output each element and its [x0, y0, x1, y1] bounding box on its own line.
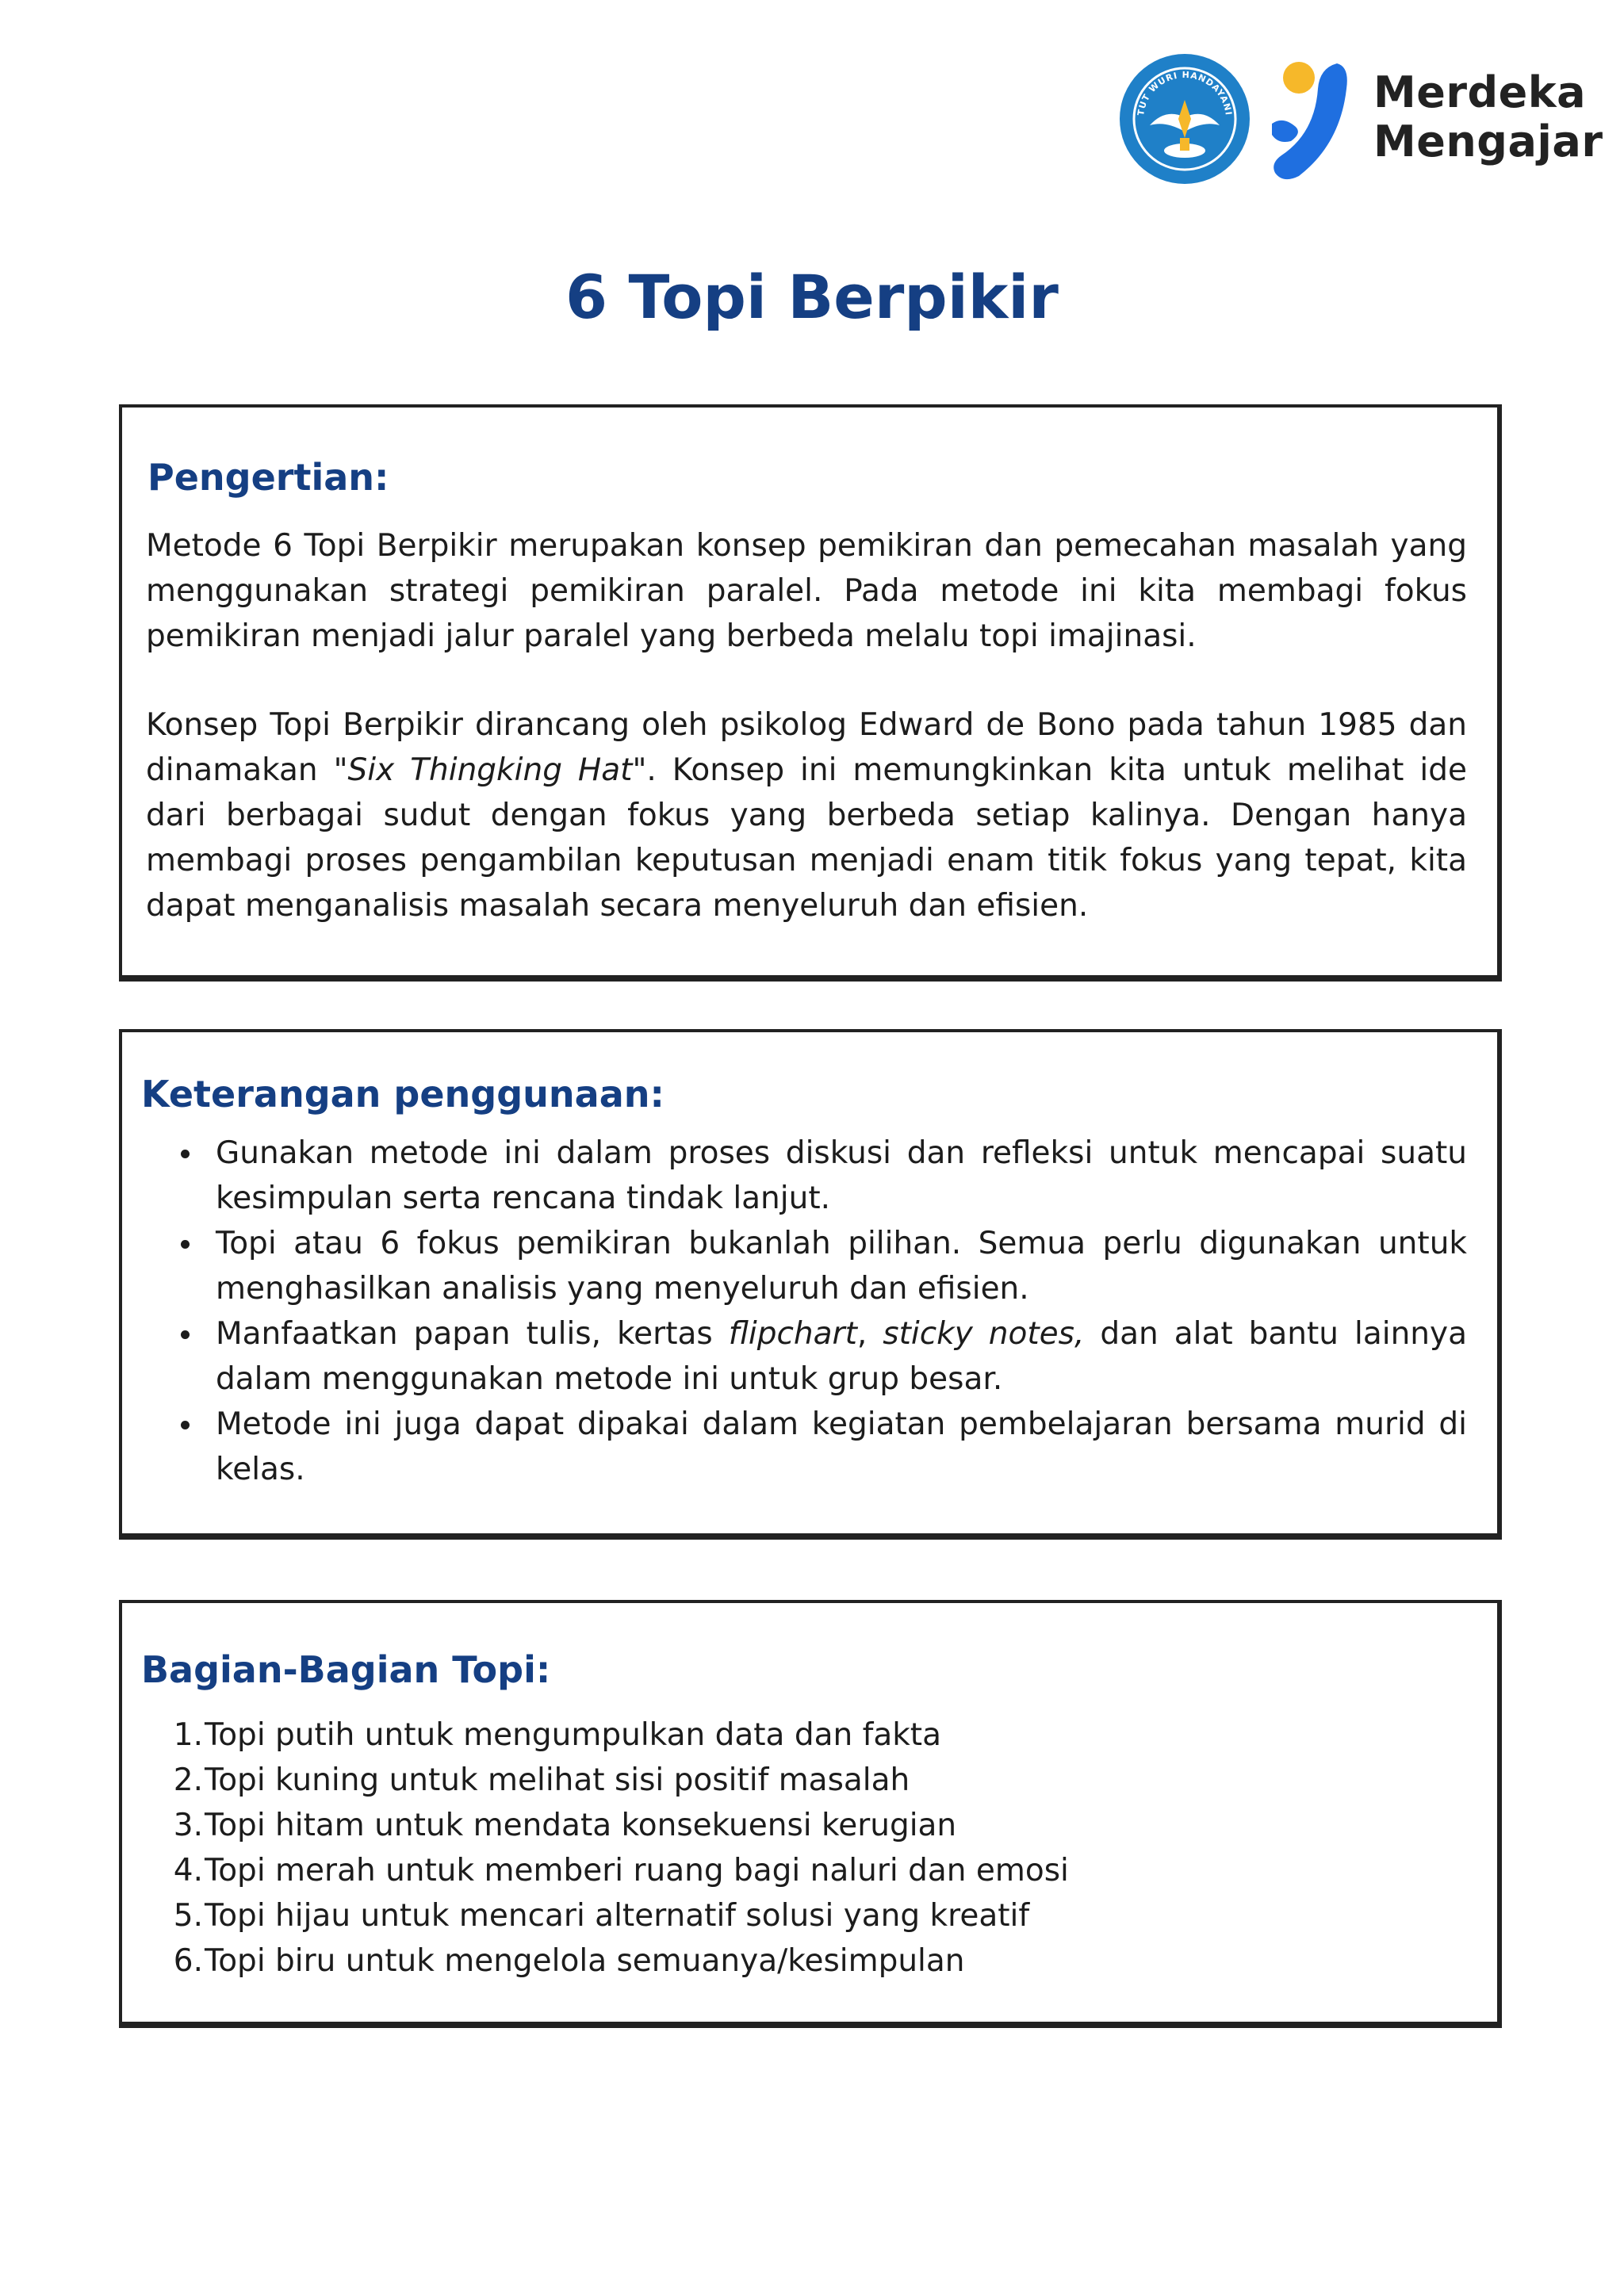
bullet-icon: [181, 1150, 190, 1158]
paragraph-2-italic-term: Six Thingking Hat: [347, 752, 633, 788]
pengertian-paragraph-1: Metode 6 Topi Berpikir merupakan konsep pemikiran dan pemecahan masalah yang menggunakan strategi pemikiran paralel. Pada metode ini kita membagi fokus pemikiran menjadi jalur paralel yang berbeda melalu topi imajinasi.: [146, 528, 1467, 654]
list-item: [141, 1311, 1467, 1402]
list-item-italic-flipchart: flipchart: [728, 1316, 857, 1352]
list-number: 1.: [173, 1717, 203, 1753]
seal-text: TUT WURI HANDAYANI: [1136, 69, 1234, 117]
list-item: [141, 1758, 1467, 1803]
list-item-text: Topi kuning untuk melihat sisi positif masalah: [205, 1762, 910, 1798]
keterangan-list: [141, 1131, 1467, 1492]
page-title: 6 Topi Berpikir: [565, 262, 1059, 332]
list-item-text: Metode ini juga dapat dipakai dalam kegiatan pembelajaran bersama murid di kelas.: [216, 1406, 1467, 1487]
keterangan-heading: Keterangan penggunaan:: [141, 1073, 665, 1115]
list-number: 2.: [173, 1762, 203, 1798]
list-item-text-a: Manfaatkan papan tulis, kertas: [216, 1316, 729, 1352]
brand-wordmark: [1373, 68, 1603, 166]
brand-line-mengajar: Mengajar: [1373, 117, 1603, 166]
list-item-text-b: ,: [856, 1316, 883, 1352]
bullet-icon: [181, 1240, 190, 1249]
pengertian-section: [119, 404, 1502, 982]
list-item-text: Topi putih untuk mengumpulkan data dan fakta: [205, 1717, 941, 1753]
tut-wuri-handayani-logo: [1118, 52, 1251, 186]
paragraph-2-text-b: ". Konsep ini memungkinkan kita untuk melihat ide dari berbagai sudut dengan fokus yang berbeda setiap kalinya. Dengan hanya membagi proses pengambilan keputusan menjadi enam titik fokus yang tepat, kita dapat menganalisis masalah secara menyeluruh dan efisien.: [146, 752, 1467, 924]
list-item: [141, 1131, 1467, 1221]
list-number: 5.: [173, 1898, 203, 1934]
list-item-italic-sticky-notes: sticky notes,: [883, 1316, 1085, 1352]
pengertian-heading: Pengertian:: [147, 456, 389, 499]
bullet-icon: [181, 1330, 190, 1339]
list-item: [141, 1221, 1467, 1311]
list-item: [141, 1803, 1467, 1848]
list-item-text: Gunakan metode ini dalam proses diskusi dan refleksi untuk mencapai suatu kesimpulan serta rencana tindak lanjut.: [216, 1135, 1467, 1216]
list-item: [141, 1848, 1467, 1893]
list-item-text: Topi merah untuk memberi ruang bagi naluri dan emosi: [205, 1853, 1069, 1888]
paragraph-2-text-a: Konsep Topi Berpikir dirancang oleh psikolog Edward de Bono pada tahun 1985 dan dinamakan ": [146, 707, 1467, 788]
list-item-text: Topi atau 6 fokus pemikiran bukanlah pilihan. Semua perlu digunakan untuk menghasilkan analisis yang menyeluruh dan efisien.: [216, 1226, 1467, 1307]
list-item-text: Topi hitam untuk mendata konsekuensi kerugian: [205, 1808, 957, 1843]
list-item-text: Topi biru untuk mengelola semuanya/kesimpulan: [205, 1943, 965, 1979]
bagian-list: [141, 1712, 1467, 1984]
list-item-text-c: dan alat bantu lainnya dalam menggunakan metode ini untuk grup besar.: [216, 1316, 1467, 1397]
list-item: [141, 1938, 1467, 1984]
list-number: 6.: [173, 1943, 203, 1979]
list-item: [141, 1402, 1467, 1492]
merdeka-mengajar-logo: [1267, 57, 1354, 184]
bagian-heading: Bagian-Bagian Topi:: [141, 1648, 551, 1691]
list-item: [141, 1893, 1467, 1938]
pengertian-paragraph-2: [146, 702, 1467, 928]
list-number: 4.: [173, 1853, 203, 1888]
brand-line-merdeka: Merdeka: [1373, 67, 1587, 117]
keterangan-section: [119, 1029, 1502, 1540]
list-item-text: Topi hijau untuk mencari alternatif solusi yang kreatif: [205, 1898, 1030, 1934]
list-number: 3.: [173, 1808, 203, 1843]
list-item: [141, 1712, 1467, 1758]
bagian-section: [119, 1600, 1502, 2028]
bullet-icon: [181, 1421, 190, 1429]
